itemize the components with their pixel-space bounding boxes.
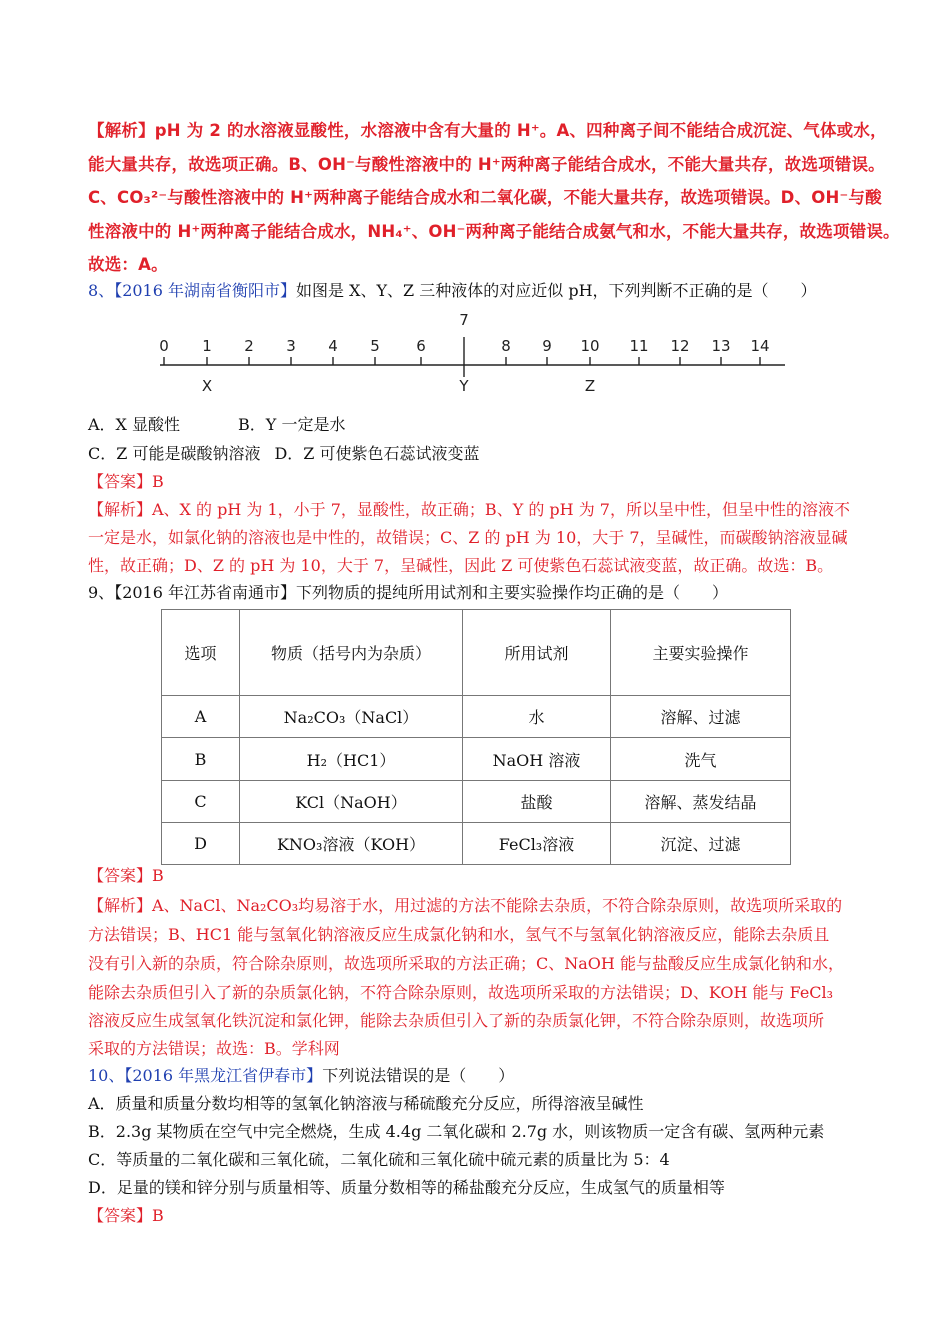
option-b: B．2.3g 某物质在空气中完全燃烧，生成 4.4g 二氧化碳和 2.7g 水，则该物质一定含有碳、氢两种元素 <box>88 1122 825 1141</box>
question-number: 8、 <box>88 281 115 300</box>
ph-tick-label: 7 <box>459 311 469 329</box>
ph-tick-label: 0 <box>159 337 169 355</box>
table-row <box>162 823 791 865</box>
analysis-line: C、CO₃²⁻与酸性溶液中的 H⁺两种离子能结合成水和二氧化碳，不能大量共存，故选项错误。D、OH⁻与酸 <box>88 188 882 207</box>
ph-tick-label: 2 <box>244 337 254 355</box>
ph-tick-label: 3 <box>286 337 296 355</box>
ph-tick-label: 4 <box>328 337 338 355</box>
question-source: 【2016 年黑龙江省伊春市】 <box>124 1066 323 1085</box>
option-c: C．Z 可能是碳酸钠溶液 <box>88 444 261 463</box>
table-cell: 溶解、过滤 <box>611 696 791 738</box>
table-cell: Na₂CO₃（NaCl） <box>240 696 463 738</box>
ph-tick-label: 11 <box>629 337 649 355</box>
table-cell: H₂（HC1） <box>240 738 463 781</box>
table-cell: C <box>162 781 240 823</box>
header-cell: 选项 <box>162 610 240 696</box>
ph-tick-label: 8 <box>501 337 511 355</box>
question-10-stem <box>88 1063 514 1086</box>
table-row <box>162 738 791 781</box>
analysis-line: 溶液反应生成氢氧化铁沉淀和氯化钾，能除去杂质但引入了新的杂质氯化钾，不符合除杂原则，故选项所 <box>88 1011 825 1030</box>
option-c: C．等质量的二氧化碳和三氧化硫，二氧化硫和三氧化硫中硫元素的质量比为 5：4 <box>88 1150 670 1169</box>
ph-point-label-y: Y <box>459 377 469 395</box>
question-8-stem <box>88 278 817 301</box>
table-cell: B <box>162 738 240 781</box>
option-a: A．质量和质量分数均相等的氢氧化钠溶液与稀硫酸充分反应，所得溶液呈碱性 <box>88 1094 644 1113</box>
analysis-line: 没有引入新的杂质，符合除杂原则，故选项所采取的方法正确；C、NaOH 能与盐酸反应生成氯化钠和水， <box>88 954 844 973</box>
analysis-line: 能大量共存，故选项正确。B、OH⁻与酸性溶液中的 H⁺两种离子能结合成水，不能大量共存，故选项错误。 <box>88 154 885 174</box>
option-d: D．足量的镁和锌分别与质量相等、质量分数相等的稀盐酸充分反应，生成氢气的质量相等 <box>88 1178 725 1197</box>
table-cell: KNO₃溶液（KOH） <box>240 823 463 865</box>
ph-tick-label: 6 <box>416 337 426 355</box>
ph-point-label-z: Z <box>584 377 596 395</box>
question-number: 10、 <box>88 1066 125 1085</box>
table-cell: 盐酸 <box>463 781 611 823</box>
analysis-line: 故选：A。 <box>88 255 168 274</box>
question-number: 9、 <box>88 583 115 602</box>
question-text: 下列说法错误的是（ ） <box>322 1066 515 1085</box>
ph-point-label-x: X <box>201 377 213 395</box>
table-cell: A <box>162 696 240 738</box>
analysis-line: 【解析】pH 为 2 的水溶液显酸性，水溶液中含有大量的 H⁺。A、四种离子间不能结合成沉淀、气体或水， <box>88 121 887 140</box>
question-9-answer: 【答案】B <box>88 866 164 885</box>
option-a: A．X 显酸性 <box>88 415 181 434</box>
analysis-line: 方法错误；B、HC1 能与氢氧化钠溶液反应生成氯化钠和水，氢气不与氢氧化钠溶液反应，能除去杂质且 <box>88 925 830 944</box>
table-header-row <box>162 610 791 696</box>
table-cell: 水 <box>463 696 611 738</box>
option-d: D．Z 可使紫色石蕊试液变蓝 <box>274 444 480 463</box>
analysis-line: 一定是水，如氯化钠的溶液也是中性的，故错误；C、Z 的 pH 为 10，大于 7，呈碱性，而碳酸钠溶液显碱 <box>88 528 848 547</box>
prev-analysis <box>88 114 900 282</box>
table-cell: D <box>162 823 240 865</box>
question-source: 【2016 年江苏省南通市】 <box>114 583 296 602</box>
table-row <box>162 781 791 823</box>
question-9-stem <box>88 580 728 603</box>
ph-tick-label: 5 <box>370 337 380 355</box>
question-source: 【2016 年湖南省衡阳市】 <box>114 281 296 300</box>
table-cell: 洗气 <box>611 738 791 781</box>
ph-tick-label: 9 <box>542 337 552 355</box>
ph-tick-label: 13 <box>711 337 731 355</box>
question-8-answer: 【答案】B <box>88 472 164 491</box>
table-cell: 溶解、蒸发结晶 <box>611 781 791 823</box>
table-cell: 沉淀、过滤 <box>611 823 791 865</box>
header-cell: 主要实验操作 <box>611 610 791 696</box>
ph-scale-figure <box>150 305 795 400</box>
analysis-line: 【解析】A、X 的 pH 为 1，小于 7，显酸性，故正确；B、Y 的 pH 为 7，所以呈中性，但呈中性的溶液不 <box>88 500 850 519</box>
question-8-options-ab <box>88 412 345 435</box>
table-cell: FeCl₃溶液 <box>463 823 611 865</box>
analysis-line: 能除去杂质但引入了新的杂质氯化钠，不符合除杂原则，故选项所采取的方法错误；D、KOH 能与 FeCl₃ <box>88 983 834 1002</box>
ph-tick-label: 14 <box>750 337 770 355</box>
table-row <box>162 696 791 738</box>
analysis-line: 性，故正确；D、Z 的 pH 为 10，大于 7，呈碱性，因此 Z 可使紫色石蕊试液变蓝，故正确。故选：B。 <box>88 556 834 575</box>
option-b: B．Y 一定是水 <box>238 415 346 434</box>
purification-table <box>161 609 791 865</box>
analysis-line: 采取的方法错误；故选：B。学科网 <box>88 1039 340 1058</box>
question-text: 下列物质的提纯所用试剂和主要实验操作均正确的是（ ） <box>296 583 729 602</box>
question-10-answer: 【答案】B <box>88 1206 164 1225</box>
header-cell: 所用试剂 <box>463 610 611 696</box>
table-cell: NaOH 溶液 <box>463 738 611 781</box>
ph-points <box>202 377 595 395</box>
ph-tick-label: 12 <box>670 337 690 355</box>
question-text: 如图是 X、Y、Z 三种液体的对应近似 pH，下列判断不正确的是（ ） <box>296 281 817 300</box>
header-cell: 物质（括号内为杂质） <box>240 610 463 696</box>
table-cell: KCl（NaOH） <box>240 781 463 823</box>
ph-tick-label: 10 <box>580 337 600 355</box>
ph-tick-label: 1 <box>202 337 212 355</box>
analysis-line: 【解析】A、NaCl、Na₂CO₃均易溶于水，用过滤的方法不能除去杂质，不符合除杂原则，故选项所采取的 <box>88 896 843 915</box>
analysis-line: 性溶液中的 H⁺两种离子能结合成水，NH₄⁺、OH⁻两种离子能结合成氨气和水，不能大量共存，故选项错误。 <box>88 221 900 241</box>
question-8-options-cd <box>88 441 480 464</box>
